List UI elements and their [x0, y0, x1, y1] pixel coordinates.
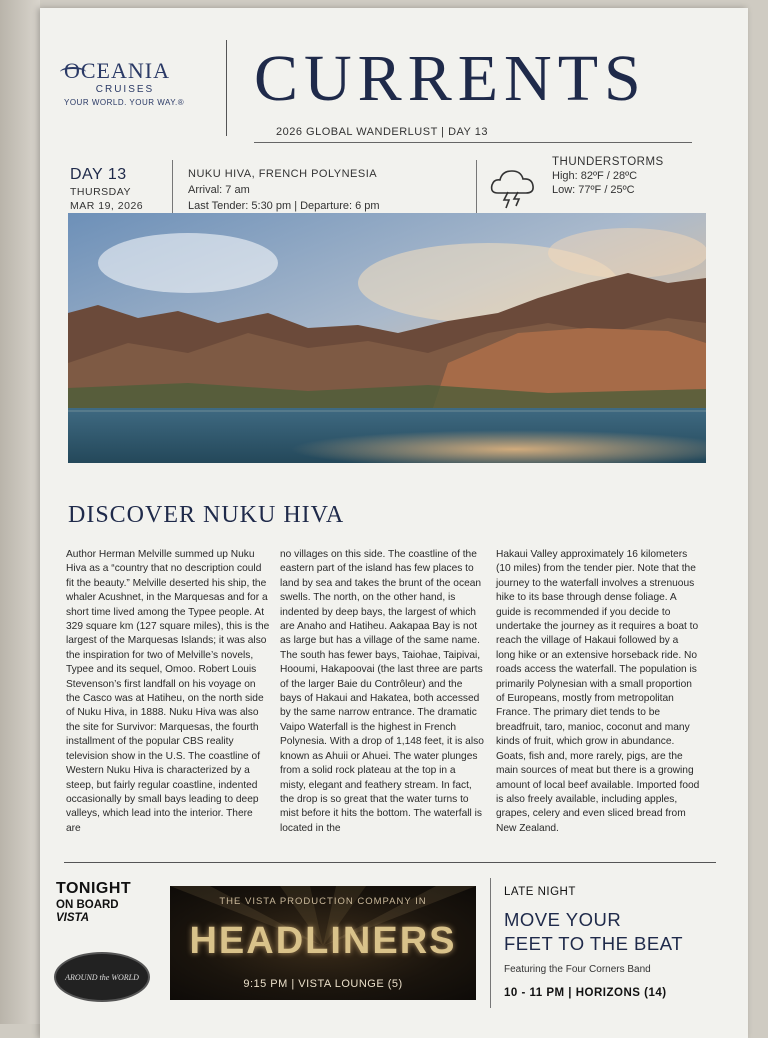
masthead-title: CURRENTS	[254, 42, 647, 115]
tonight-sub: ON BOARD	[56, 899, 119, 911]
show-presenter: THE VISTA PRODUCTION COMPANY IN	[219, 896, 427, 907]
port-block	[188, 168, 380, 212]
masthead-divider	[226, 40, 227, 136]
late-night-label: LATE NIGHT	[504, 886, 576, 898]
day-weekday: THURSDAY	[70, 186, 131, 198]
late-night-title-line2: FEET TO THE BEAT	[504, 933, 683, 954]
section-rule	[64, 862, 716, 863]
oceania-logo	[64, 58, 214, 107]
article-column-2: no villages on this side. The coastline of the eastern part of the island has few places to land by sea and takes the brunt of the ocean swells. The north, on the other hand, is indented by deep bays, the largest of which are Anaho and Hatiheu. Aakapaa Bay is not as large but has a village of the same name. The south has fewer bays, Taiohae, Taipivai, Hooumi, Hakapoovai (the last three are parts of the larger Baie du Contrôleur) and the bays of Hakaui and Hakatea, both accessed by the same narrow entrance. The dramatic Vaipo Waterfall is the highest in French Polynesia. With a drop of 1,148 feet, it is also known as Ahuii or Ahuei. The water plunges from a solid rock plateau at the top in a misty, elegant and feathery stream. In fact, the drop is so great that the water turns to mist before it hits the bottom. The waterfall is located in the	[280, 549, 484, 834]
article-column-1: Author Herman Melville summed up Nuku Hiva as a “country that no description could fit the beauty.” Melville deserted his ship, the whaler Acushnet, in the Marquesas and for a short time lived among the Typee people. At 329 square km (127 square miles), this is the largest of the Marquesas Islands; it was also the inspiration for two of Melville’s novels, Typee and its sequel, Omoo. Robert Louis Stevenson’s first landfall on his voyage on the Casco was at Hatiheu, on the north side of Nuku Hiva, in 1888. Nuku Hiva was also the site for Survivor: Marquesas, the fourth installment of the popular CBS reality television show in the U.S. The coastline of Western Nuku Hiva is characterized by a steep, but fairly regular coastline, indented occasionally by small bays leading to deep valleys, which lead into the interior. There are	[66, 549, 270, 834]
info-divider	[476, 160, 477, 218]
late-night-subtitle: Featuring the Four Corners Band	[504, 964, 651, 975]
headliners-banner	[170, 886, 476, 1000]
thunderstorm-cloud-icon	[488, 163, 538, 211]
masthead-rule	[254, 142, 692, 143]
logo-swoosh-icon	[60, 67, 86, 77]
masthead-subtitle: 2026 GLOBAL WANDERLUST | DAY 13	[276, 126, 488, 138]
brand-sub: CRUISES	[95, 84, 155, 95]
tonight-title: TONIGHT	[56, 880, 132, 897]
day-date: MAR 19, 2026	[70, 200, 144, 212]
port-arrival: Arrival: 7 am	[188, 184, 250, 196]
show-title: HEADLINERS	[189, 920, 457, 962]
weather-block	[552, 156, 664, 196]
day-label: DAY 13	[70, 166, 127, 183]
brand-tagline: YOUR WORLD. YOUR WAY.®	[64, 98, 185, 107]
brand-name: OCEANIA	[64, 58, 170, 83]
newsletter-page	[40, 8, 748, 1038]
port-name: NUKU HIVA, FRENCH POLYNESIA	[188, 168, 378, 180]
weather-low: Low: 77ºF / 25ºC	[552, 184, 635, 196]
weather-high: High: 82ºF / 28ºC	[552, 170, 638, 182]
late-night-divider	[490, 878, 491, 1008]
late-night-block	[504, 886, 683, 999]
late-night-title-line1: MOVE YOUR	[504, 909, 622, 930]
tonight-ship: VISTA	[56, 912, 90, 924]
weather-condition: THUNDERSTORMS	[552, 156, 664, 168]
background-table	[0, 0, 40, 1024]
nuku-hiva-bay-image	[68, 213, 706, 463]
port-times: Last Tender: 5:30 pm | Departure: 6 pm	[188, 200, 380, 212]
tonight-block	[56, 880, 131, 924]
article-column-3: Hakaui Valley approximately 16 kilometers (10 miles) from the tender pier. Note that the journey to the waterfall involves a strenuous hike to its base through dense foliage. A guide is recommended if you decide to undertake the journey as it requires a boat to reach the village of Hakaui followed by a long hike or an extensive horseback ride. No roads access the waterfall. The population is primarily Polynesian with a small proportion of Europeans, mostly from metropolitan France. The primary diet tends to be breadfruit, taro, manioc, coconut and many kinds of fruit, which grow in abundance. Goats, fish and, more rarely, pigs, are the main sources of meat but there is a growing amount of local beef available. Imported food is also freely available, including apples, grapes, celery and even sliced bread from New Zealand.	[496, 549, 700, 834]
article-headline: DISCOVER NUKU HIVA	[68, 502, 345, 528]
late-night-time: 10 - 11 PM | HORIZONS (14)	[504, 987, 667, 999]
show-time: 9:15 PM | VISTA LOUNGE (5)	[243, 978, 403, 990]
day-block	[70, 166, 143, 212]
info-divider	[172, 160, 173, 218]
bay-photo	[68, 213, 706, 463]
around-the-world-logo: AROUND the WORLD	[54, 952, 150, 1002]
